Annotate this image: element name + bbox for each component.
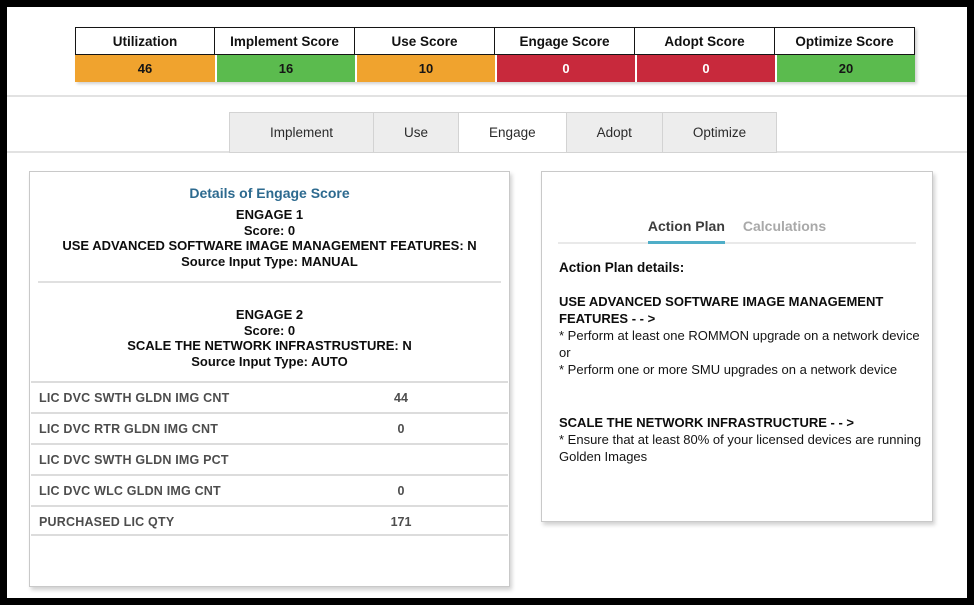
section-name: ENGAGE 2 [235, 307, 304, 322]
score-summary-table [75, 27, 915, 82]
section-metric: SCALE THE NETWORK INFRASTRUSTURE: N [127, 338, 412, 353]
action-plan-item [559, 293, 927, 378]
score-column-use [355, 27, 495, 82]
score-column-utilization [75, 27, 215, 82]
tab-calculations[interactable]: Calculations [742, 218, 827, 234]
tab-adopt[interactable]: Adopt [566, 112, 663, 153]
score-header: Utilization [75, 27, 215, 55]
action-item-title: SCALE THE NETWORK INFRASTRUCTURE - - > [559, 415, 855, 430]
score-column-adopt [635, 27, 775, 82]
metric-label: LIC DVC RTR GLDN IMG CNT [39, 422, 219, 436]
table-row [31, 474, 508, 505]
metric-label: LIC DVC SWTH GLDN IMG PCT [39, 453, 229, 467]
metric-label: LIC DVC SWTH GLDN IMG CNT [39, 391, 230, 405]
engage-score-details-panel [29, 171, 510, 587]
section-divider [38, 281, 501, 283]
score-header: Engage Score [494, 27, 635, 55]
tab-use[interactable]: Use [373, 112, 459, 153]
action-item-title: USE ADVANCED SOFTWARE IMAGE MANAGEMENT FEATURES - - > [559, 294, 884, 326]
metric-value: 44 [394, 391, 408, 405]
tab-engage[interactable]: Engage [458, 112, 567, 153]
score-column-implement [215, 27, 355, 82]
score-column-engage [495, 27, 635, 82]
score-value: 0 [497, 55, 635, 82]
section-metric: USE ADVANCED SOFTWARE IMAGE MANAGEMENT FEATURES: N [62, 238, 477, 253]
engage-1-section [30, 207, 509, 269]
table-row [31, 505, 508, 536]
section-score: Score: 0 [243, 322, 296, 338]
section-name: ENGAGE 1 [235, 207, 304, 222]
score-header: Implement Score [214, 27, 355, 55]
score-value: 20 [777, 55, 915, 82]
metric-value: 171 [390, 515, 412, 529]
metric-label: LIC DVC WLC GLDN IMG CNT [39, 484, 221, 498]
metric-value: 0 [397, 422, 405, 436]
metrics-table [30, 381, 509, 536]
action-item-line: or [559, 345, 571, 360]
table-row [31, 443, 508, 474]
action-plan-panel [541, 171, 933, 522]
section-source: Source Input Type: AUTO [191, 353, 348, 369]
action-plan-item [559, 414, 927, 465]
score-value: 0 [637, 55, 775, 82]
pillar-tabs [229, 112, 777, 153]
score-value: 10 [357, 55, 495, 82]
section-source: Source Input Type: MANUAL [181, 253, 358, 269]
section-score: Score: 0 [243, 222, 296, 238]
score-header: Use Score [354, 27, 495, 55]
tab-optimize[interactable]: Optimize [662, 112, 777, 153]
action-item-line: * Perform at least one ROMMON upgrade on a network device [559, 328, 920, 343]
action-plan-tabs [558, 218, 916, 244]
metric-label: PURCHASED LIC QTY [39, 515, 175, 529]
action-plan-heading: Action Plan details: [559, 260, 685, 275]
action-item-line: * Perform one or more SMU upgrades on a network device [559, 362, 898, 377]
score-value: 46 [75, 55, 215, 82]
score-header: Adopt Score [634, 27, 775, 55]
score-header: Optimize Score [774, 27, 915, 55]
divider-under-scoreboard [7, 95, 967, 97]
tab-action-plan[interactable]: Action Plan [648, 218, 725, 244]
action-item-line: * Ensure that at least 80% of your licensed devices are running Golden Images [559, 432, 922, 464]
score-column-optimize [775, 27, 915, 82]
score-value: 16 [217, 55, 355, 82]
metric-value: 0 [397, 484, 405, 498]
table-row [31, 381, 508, 412]
engage-2-section [30, 307, 509, 369]
panel-title: Details of Engage Score [189, 185, 350, 201]
table-row [31, 412, 508, 443]
tab-implement[interactable]: Implement [229, 112, 374, 153]
